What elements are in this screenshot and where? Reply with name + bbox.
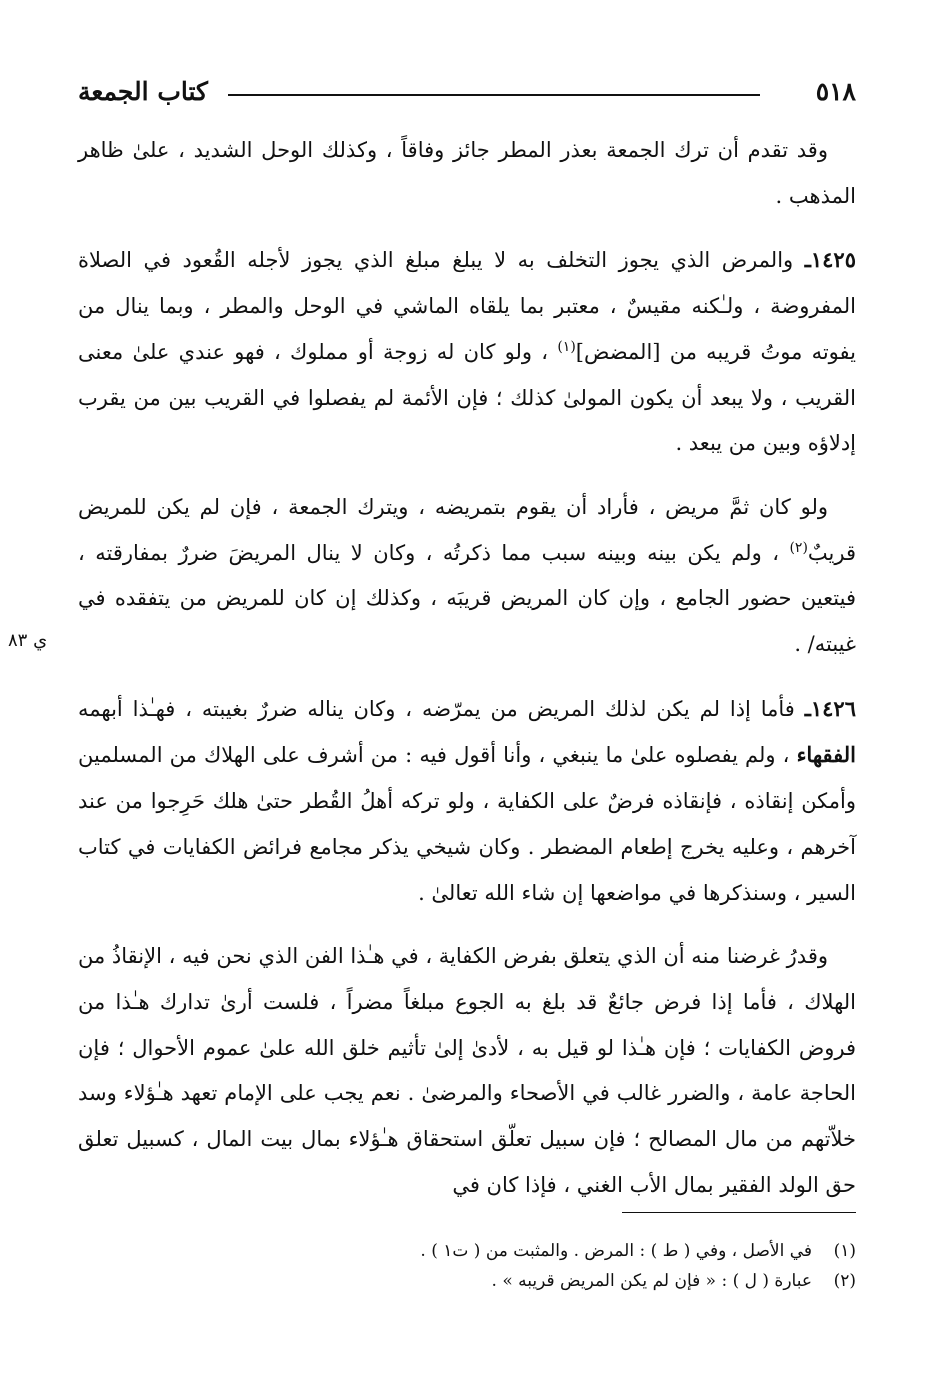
footnote-ref-1[interactable]: (١) [557, 338, 576, 355]
issue-number-1426: ١٤٢٦ـ [804, 695, 856, 721]
running-title: كتاب الجمعة [78, 77, 208, 106]
footnote-2-number: (٢) [833, 1271, 856, 1291]
footnotes [78, 1236, 856, 1296]
paragraph-1426-text-a: فأما إذا لم يكن لذلك المريض من يمرّضه ، وكان يناله ضررٌ بغيبته ، فهـٰذا أبهمه [78, 696, 795, 721]
paragraph-1-text: وقد تقدم أن ترك الجمعة بعذر المطر جائز وفاقاً ، وكذلك الوحل الشديد ، علىٰ ظاهر المذهب . [78, 138, 856, 208]
paragraph-5-text: وقدرُ غرضنا منه أن الذي يتعلق بفرض الكفاية ، في هـٰذا الفن الذي نحن فيه ، الإنقاذُ من الهلاك ، فأما إذا فرض جائعٌ قد بلغ به الجوع مبلغاً مضراً ، فلست أرىٰ تدارك هـٰذا من فروض الكفايات ؛ فإن هـٰذا لو قيل به ، لأدىٰ إلىٰ تأثيم خلق الله علىٰ عموم الأحوال ؛ فإن الحاجة عامة ، والضرر غالب في الأصحاء والمرضىٰ . نعم يجب على الإمام تعهد هـٰؤلاء وسد خلاّتهم من مال المصالح ؛ فإن سبيل تعلّق استحقاق هـٰؤلاء بمال بيت المال ، كسبيل تعلق حق الولد الفقير بمال الأب الغني ، فإذا كان في [78, 944, 856, 1197]
paragraph-1 [78, 128, 856, 219]
paragraph-1426 [78, 686, 856, 917]
footnote-2-text: عبارة ( ل ) : « فإن لم يكن المريض قريبه » . [491, 1271, 812, 1291]
footnote-1 [78, 1236, 856, 1266]
issue-number-1425: ١٤٢٥ـ [804, 247, 856, 273]
footnote-ref-2[interactable]: (٢) [789, 539, 808, 556]
main-text [78, 128, 856, 1208]
paragraph-1425-text-a: والمرض الذي يجوز التخلف به لا يبلغ مبلغ الذي يجوز لأجله القُعود في الصلاة المفروضة ، ولـٰكنه مقيسٌ ، معتبر بما يلقاه الماشي في الوحل والمطر ، وبما ينال من يفوته موتُ قريبه من [المضض] [78, 248, 856, 364]
page-header [78, 74, 856, 114]
footnote-2 [78, 1266, 856, 1296]
header-rule [228, 94, 760, 96]
paragraph-3-text-b: ، ولم يكن بينه وبينه سبب مما ذكرتُه ، وكان لا ينال المريضَ ضررٌ بمفارقته ، فيتعين حضور الجامع ، وإن كان المريض قريبَه ، وكذلك إن كان للمريض من يتفقده في غيبته/ . [78, 540, 856, 657]
paragraph-3-text-a: ولو كان ثمَّ مريض ، فأراد أن يقوم بتمريضه ، ويترك الجمعة ، فإن لم يكن للمريض قريبٌ [78, 494, 856, 565]
page-number: ٥١٨ [815, 77, 856, 106]
margin-note: ي ٨٣ [8, 630, 48, 651]
footnote-1-number: (١) [833, 1241, 856, 1261]
footnote-1-text: في الأصل ، وفي ( ط ) : المرض . والمثبت من ( ت١ ) . [420, 1241, 812, 1261]
paragraph-3 [78, 485, 856, 668]
paragraph-1425-text-b: ، ولو كان له زوجة أو مملوك ، فهو عندي علىٰ معنى القريب ، ولا يبعد أن يكون المولىٰ كذلك ؛ فإن الأئمة لم يفصلوا في القريب بين من يقرب إدلاؤه وبين من يبعد . [78, 339, 856, 456]
paragraph-1425 [78, 237, 856, 467]
footnote-rule [622, 1212, 856, 1213]
paragraph-1426-text-b: ، ولم يفصلوه علىٰ ما ينبغي ، وأنا أقول فيه : من أشرف على الهلاك من المسلمين وأمكن إنقاذه ، فإنقاذه فرضٌ على الكفاية ، ولو تركه أهلُ القُطر حتىٰ هلك حَرِجوا من عند آخرهم ، وعليه يخرج إطعام المضطر . وكان شيخي يذكر مجامع فرائض الكفايات في كتاب السير ، وسنذكرها في مواضعها إن شاء الله تعالىٰ . [78, 743, 856, 905]
paragraph-5 [78, 934, 856, 1208]
paragraph-1426-bold: الفقهاء [796, 742, 856, 768]
